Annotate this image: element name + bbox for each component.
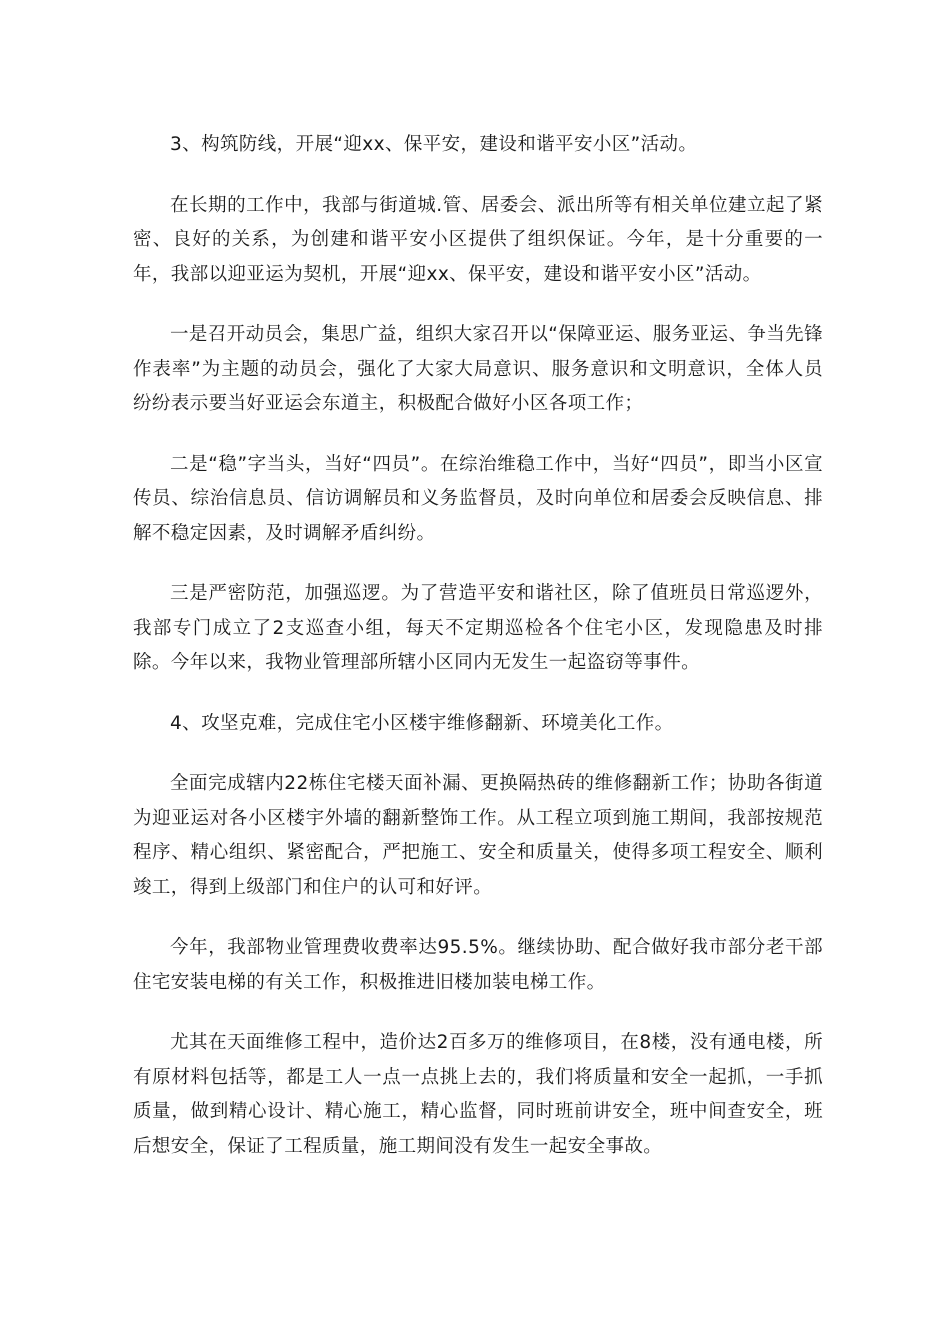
section-heading-4: 4、攻坚克难，完成住宅小区楼宇维修翻新、环境美化工作。 <box>170 712 674 734</box>
paragraph-mobilization: 一是召开动员会，集思广益，组织大家召开以“保障亚运、服务亚运、争当先锋作表率”为主题的动员会，强化了大家大局意识、服务意识和文明意识，全体人员纷纷表示要当好亚运会东道主，积极配合做好小区各项工作； <box>133 324 823 414</box>
paragraph-stability: 二是“稳”字当头，当好“四员”。在综治维稳工作中，当好“四员”，即当小区宣传员、综治信息员、信访调解员和义务监督员，及时向单位和居委会反映信息、排解不稳定因素，及时调解矛盾纠纷。 <box>133 453 823 544</box>
paragraph-roof-repair: 尤其在天面维修工程中，造价达2百多万的维修项目，在8楼，没有通电楼，所有原材料包括等，都是工人一点一点挑上去的，我们将质量和安全一起抓，一手抓质量，做到精心设计、精心施工，精心监督，同时班前讲安全，班中间查安全，班后想安全，保证了工程质量，施工期间没有发生一起安全事故。 <box>133 1032 823 1157</box>
paragraph-renovation: 全面完成辖内22栋住宅楼天面补漏、更换隔热砖的维修翻新工作；协助各街道为迎亚运对各小区楼宇外墙的翻新整饰工作。从工程立项到施工期间，我部按规范程序、精心组织、紧密配合，严把施工、安全和质量关，使得多项工程安全、顺利竣工，得到上级部门和住户的认可和好评。 <box>133 773 823 898</box>
section-heading-3: 3、构筑防线，开展“迎xx、保平安，建设和谐平安小区”活动。 <box>170 134 698 155</box>
paragraph-cooperation: 在长期的工作中，我部与街道城.管、居委会、派出所等有相关单位建立起了紧密、良好的关系，为创建和谐平安小区提供了组织保证。今年，是十分重要的一年，我部以迎亚运为契机，开展“迎xx、保平安，建设和谐平安小区”活动。 <box>133 194 823 285</box>
document-page <box>133 128 823 1190</box>
paragraph-patrol: 三是严密防范，加强巡逻。为了营造平安和谐社区，除了值班员日常巡逻外，我部专门成立了2支巡查小组，每天不定期巡检各个住宅小区，发现隐患及时排除。今年以来，我物业管理部所辖小区同内无发生一起盗窃等事件。 <box>133 583 823 673</box>
paragraph-fee-rate: 今年，我部物业管理费收费率达95.5%。继续协助、配合做好我市部分老干部住宅安装电梯的有关工作，积极推进旧楼加装电梯工作。 <box>133 937 823 993</box>
